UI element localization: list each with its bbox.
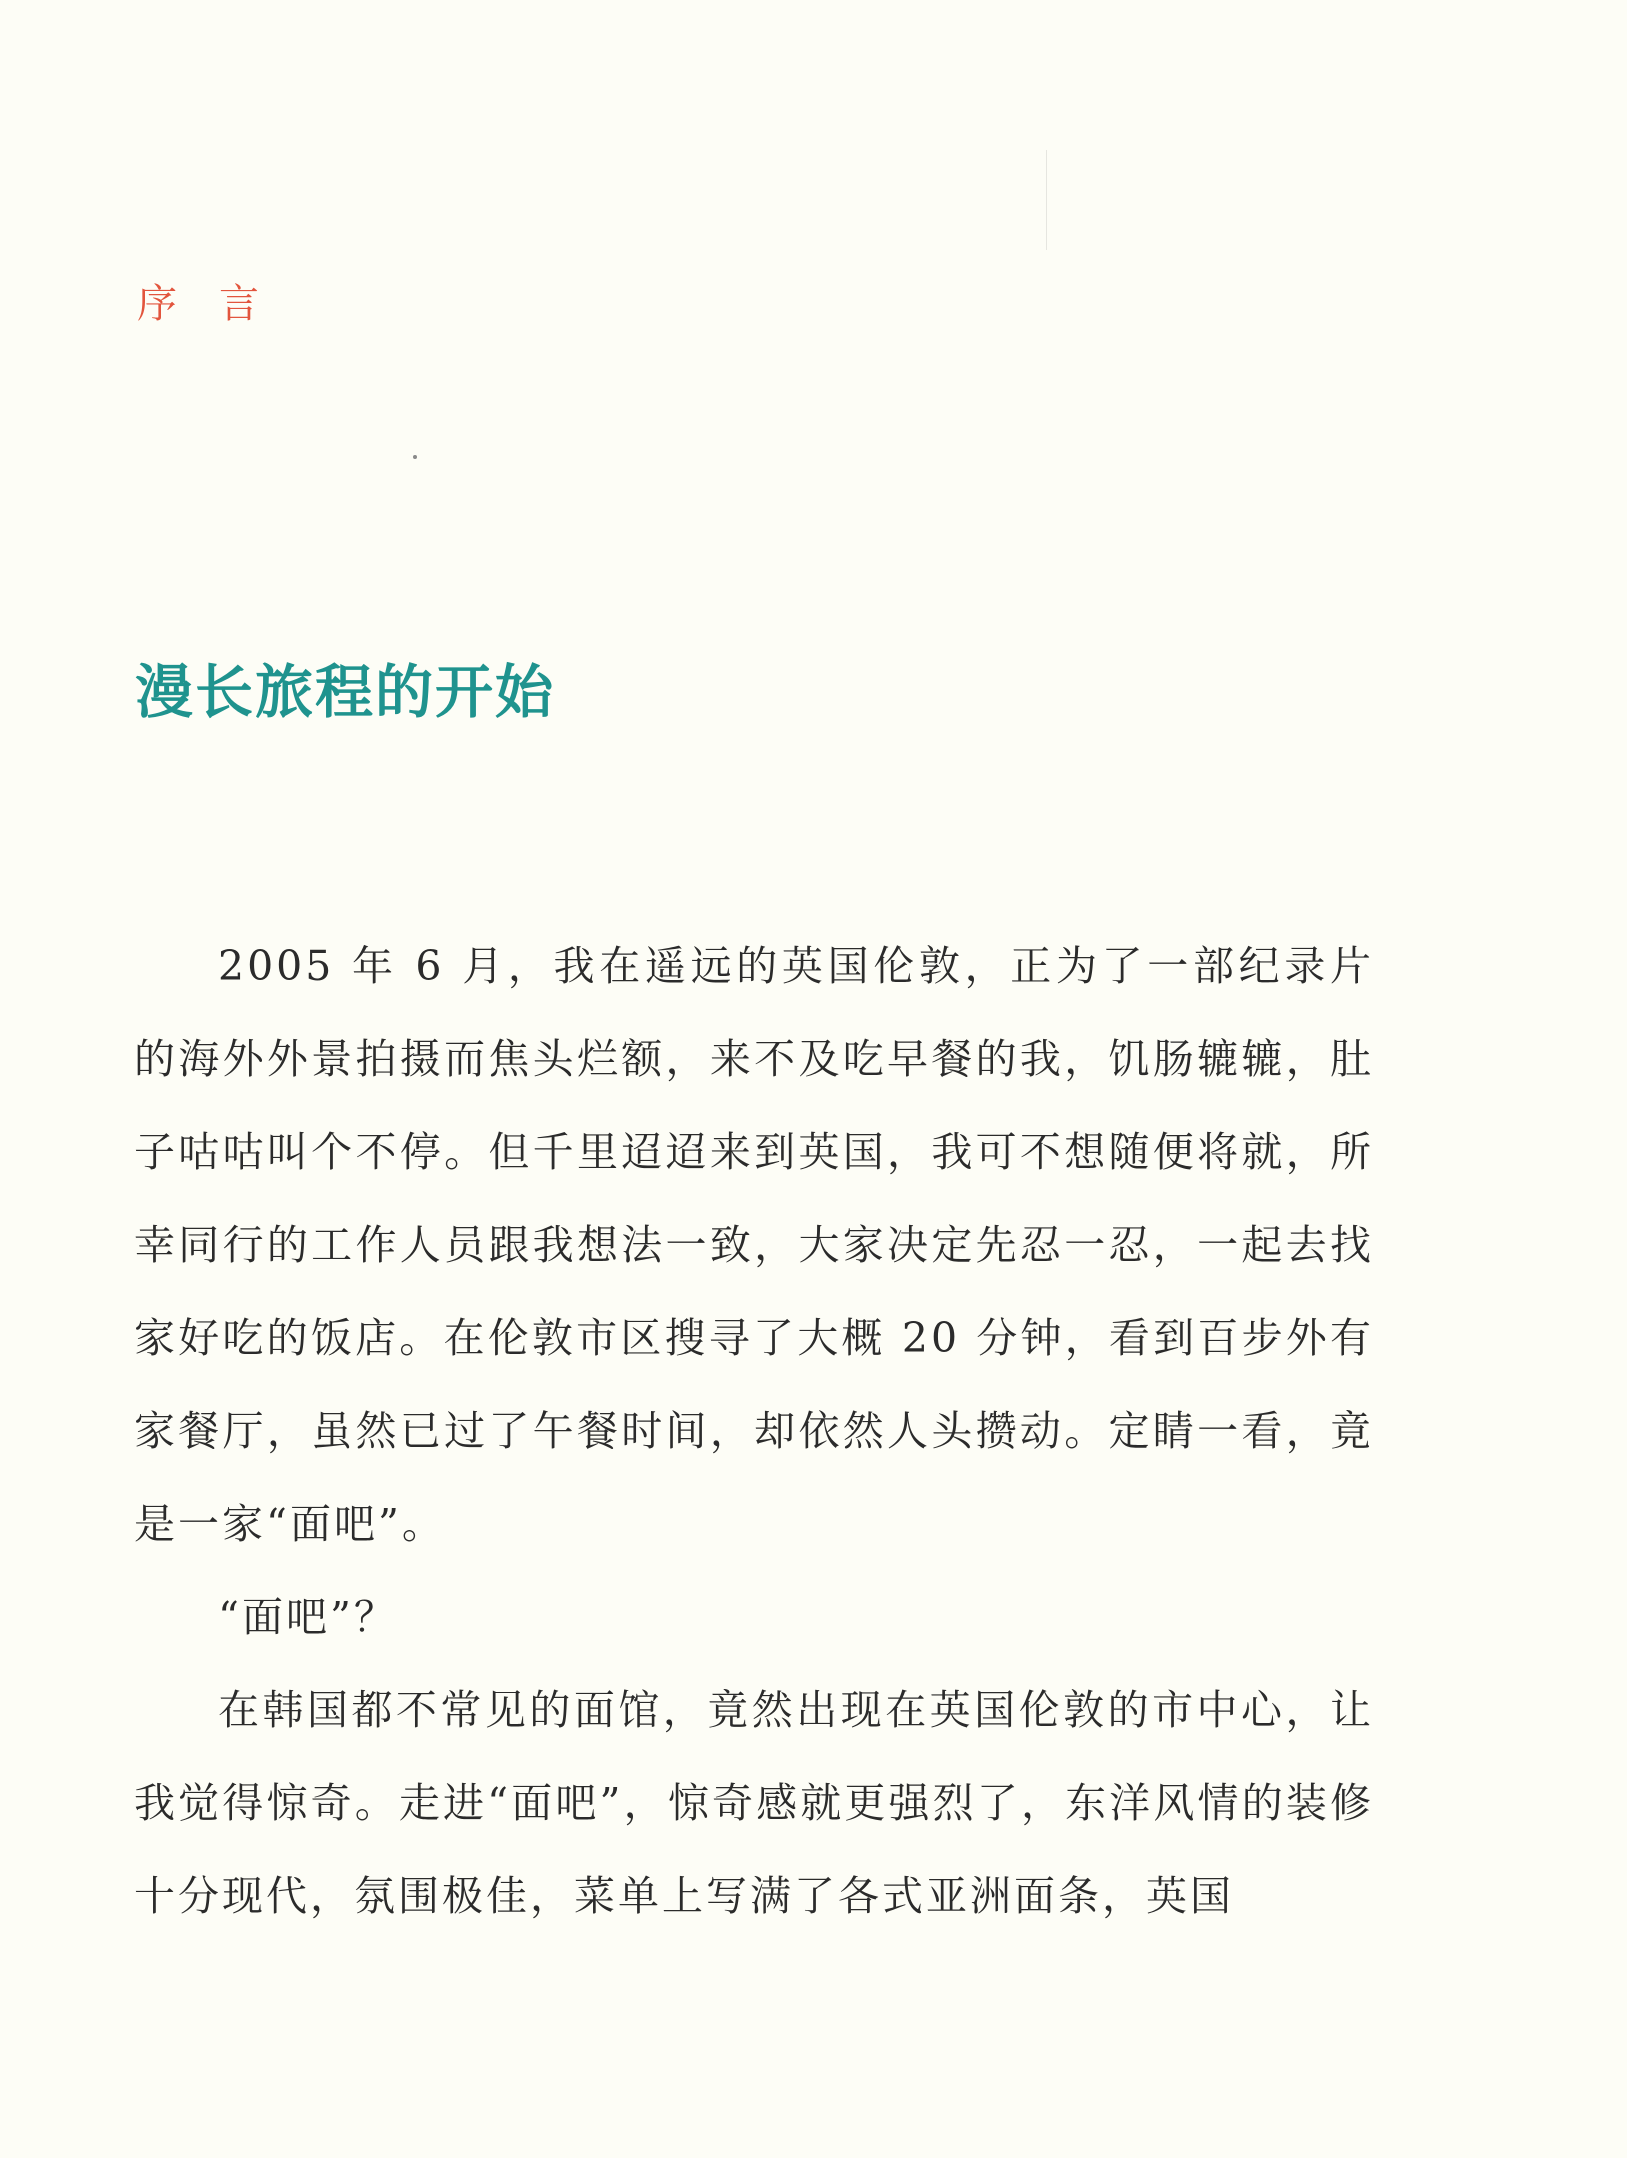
paragraph: 2005 年 6 月，我在遥远的英国伦敦，正为了一部纪录片的海外外景拍摄而焦头烂额，来不及吃早餐的我，饥肠辘辘，肚子咕咕叫个不停。但千里迢迢来到英国，我可不想随便将就，所幸同行的工作人员跟我想法一致，大家决定先忍一忍，一起去找家好吃的饭店。在伦敦市区搜寻了大概 20 分钟，看到百步外有家餐厅，虽然已过了午餐时间，却依然人头攒动。定睛一看，竟是一家“面吧”。 [134,942,1374,1548]
scan-speck [413,455,417,459]
paragraph: “面吧”？ [218,1593,398,1641]
body-text [134,920,1374,1943]
chapter-title: 漫长旅程的开始 [135,658,556,726]
scan-artifact-line [1046,150,1047,250]
paragraph: 在韩国都不常见的面馆，竟然出现在英国伦敦的市中心，让我觉得惊奇。走进“面吧”，惊奇感就更强烈了，东洋风情的装修十分现代，氛围极佳，菜单上写满了各式亚洲面条，英国 [134,1686,1374,1920]
section-label: 序言 [137,281,301,327]
